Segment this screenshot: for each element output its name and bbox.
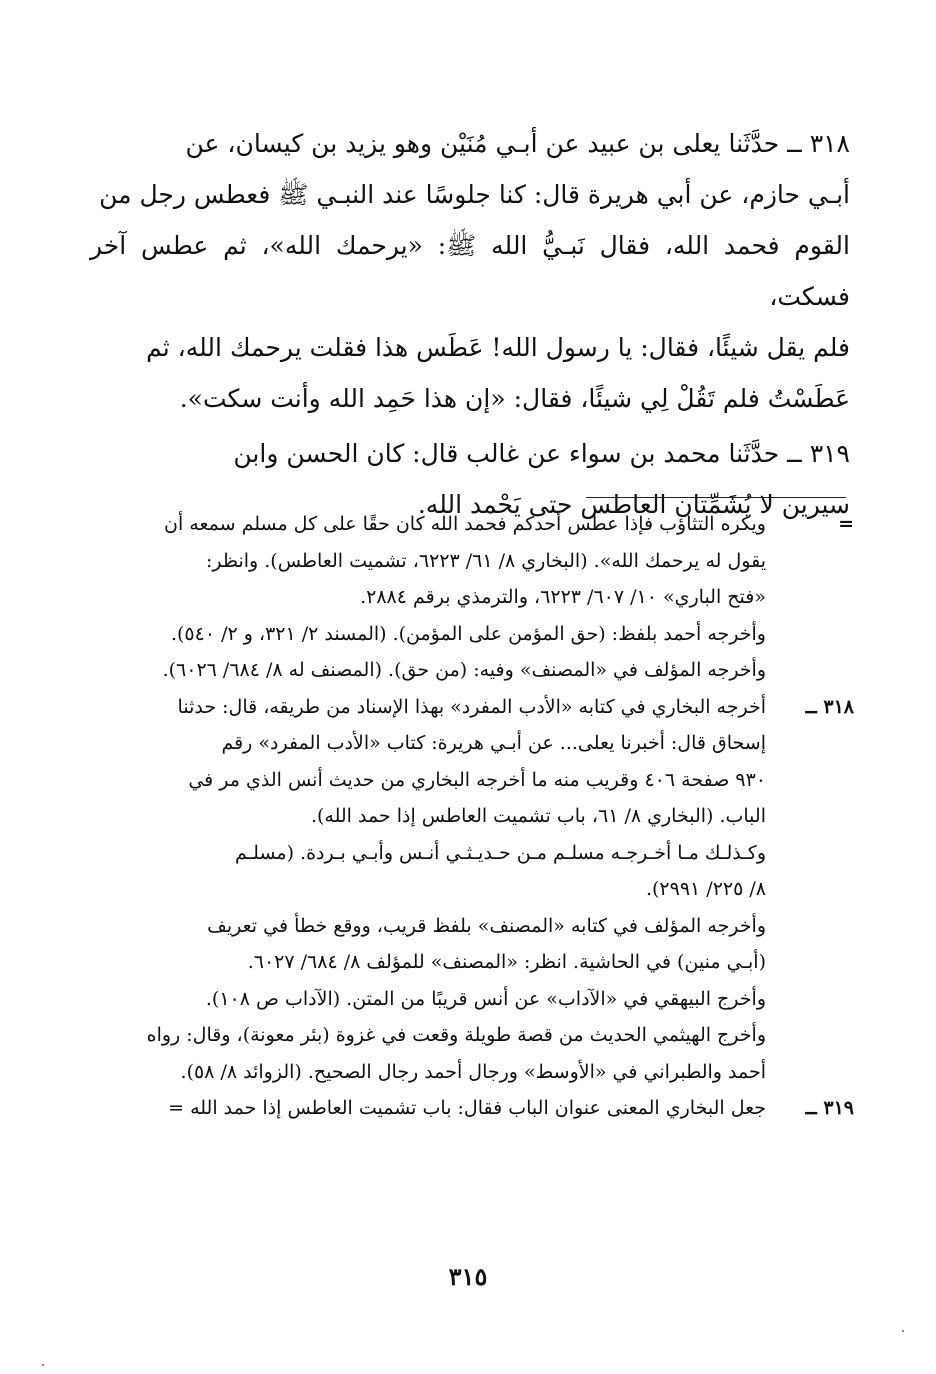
footnote-318-line-8: (أبـي منين) في الحاشية. انظر: «المصنف» للمؤلف ٨/ ٦٨٤/ ٦٠٢٧. — [247, 951, 766, 973]
scan-speck — [902, 1330, 904, 1332]
footnote-continued-line-2: يقول له يرحمك الله». (البخاري ٨/ ٦١/ ٦٢٢٣، تشميت العاطس). وانظر: — [205, 549, 766, 572]
footnote-318-line-7: وأخرجه المؤلف في كتابه «المصنف» بلفظ قريب، ووقع خطأ في تعريف — [207, 914, 766, 937]
hadith-319-line-2: سيرين لا يُشَمِّتان العاطس حتى يَحْمد الله. — [417, 490, 850, 519]
footnote-separator — [586, 497, 846, 498]
hadith-318-line-5: عَطَسْتُ فلم تَقُلْ لِي شيئًا، فقال: «إن هذا حَمِد الله وأنت سكت». — [179, 384, 850, 413]
continuation-mark: = — [838, 513, 854, 535]
footnote-continued-line-4: وأخرجه أحمد بلفظ: (حق المؤمن على المؤمن). (المسند ٢/ ٣٢١، و ٢/ ٥٤٠). — [170, 622, 766, 645]
footnote-continued-line-3: «فتح الباري» ١٠/ ٦٠٧/ ٦٢٢٣، والترمذي برقم ٢٨٨٤. — [360, 586, 766, 608]
footnote-318-line-4: الباب. (البخاري ٨/ ٦١، باب تشميت العاطس إذا حمد الله). — [310, 805, 766, 827]
footnote-318-line-5: وكـذلـك مـا أخـرجـه مسلـم مـن حـديـثـي أنـس وأبـي بـردة. (مسلـم — [234, 841, 766, 864]
hadith-318-line-2: أبـي حازم، عن أبي هريرة قال: كنا جلوسًا عند النبـي ﷺ فعطس رجل من — [99, 180, 850, 209]
hadith-318 — [90, 118, 850, 424]
footnote-318-line-10: وأخرج الهيثمي الحديث من قصة طويلة وقعت في غزوة (بئر معونة)، وقال: رواه — [146, 1024, 766, 1046]
main-text — [90, 118, 850, 530]
footnote-318-line-2: إسحاق قال: أخبرنا يعلى... عن أبـي هريرة: كتاب «الأدب المفرد» رقم — [221, 732, 766, 754]
footnote-318-number: ٣١٨ ــ — [805, 695, 854, 718]
footnote-318-line-1: أخرجه البخاري في كتابه «الأدب المفرد» بهذا الإسناد من طريقه، قال: حدثنا — [177, 695, 766, 718]
footnote-318 — [92, 689, 854, 1091]
hadith-318-line-3: القوم فحمد الله، فقال نَبـيُّ الله ﷺ: «يرحمك الله»، ثم عطس آخر فسكت، — [90, 231, 850, 311]
hadith-318-line-1: ٣١٨ ــ حدَّثَنا يعلى بن عبيد عن أبـي مُنَيْن وهو يزيد بن كيسان، عن — [185, 129, 850, 158]
footnote-319-number: ٣١٩ ــ — [805, 1097, 854, 1119]
footnote-continued-line-1: ويكره التثاؤب فإذا عطس أحدكم فحمد الله كان حقًا على كل مسلم سمعه أن — [164, 513, 766, 535]
footnote-318-line-3: ٩٣٠ صفحة ٤٠٦ وقريب منه ما أخرجه البخاري من حديث أنس الذي مر في — [188, 768, 766, 791]
page-number: ٣١٥ — [448, 1262, 488, 1291]
footnotes — [92, 506, 854, 1127]
footnote-319-line-1: جعل البخاري المعنى عنوان الباب فقال: باب تشميت العاطس إذا حمد الله = — [168, 1097, 766, 1119]
footnote-continued-line-5: وأخرجه المؤلف في «المصنف» وفيه: (من حق). (المصنف له ٨/ ٦٨٤/ ٦٠٢٦). — [162, 659, 766, 681]
scan-speck — [42, 1364, 44, 1366]
hadith-319-line-1: ٣١٩ ــ حدَّثَنا محمد بن سواء عن غالب قال: كان الحسن وابن — [233, 439, 850, 468]
hadith-318-line-4: فلم يقل شيئًا، فقال: يا رسول الله! عَطَس هذا فقلت يرحمك الله، ثم — [146, 333, 850, 362]
footnote-319 — [92, 1090, 854, 1127]
footnote-318-line-9: وأخرج البيهقي في «الآداب» عن أنس قريبًا من المتن. (الآداب ص ١٠٨). — [205, 987, 766, 1010]
footnote-318-line-6: ٨/ ٢٢٥/ ٢٩٩١). — [645, 878, 766, 900]
footnote-continued — [92, 506, 854, 689]
footnote-318-line-11: أحمد والطبراني في «الأوسط» ورجال أحمد رجال الصحيح. (الزوائد ٨/ ٥٨). — [180, 1060, 766, 1083]
